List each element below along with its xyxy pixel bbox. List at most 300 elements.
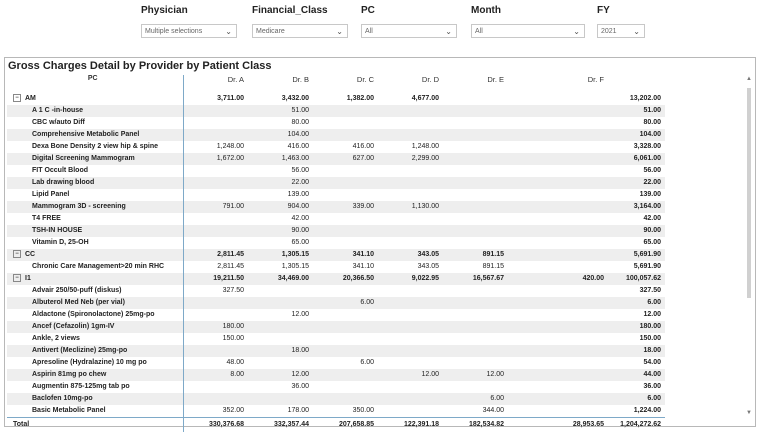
value-cell: 1,130.00 [378, 201, 443, 213]
value-cell [508, 105, 608, 117]
value-cell: 6.00 [360, 359, 374, 366]
value-cell [378, 285, 443, 297]
row-total-cell: 100,057.62 [608, 273, 665, 285]
vertical-scrollbar[interactable] [746, 76, 752, 416]
row-label-text: Baclofen 10mg-po [32, 395, 93, 402]
row-total-cell: 12.00 [643, 311, 661, 318]
value-cell [508, 201, 608, 213]
row-label-text: Aspirin 81mg po chew [32, 371, 107, 378]
row-total-cell: 51.00 [608, 105, 665, 117]
column-header[interactable]: Dr. C [356, 75, 374, 84]
row-label [7, 189, 183, 201]
chevron-down-icon: ⌄ [336, 27, 343, 36]
row-label-text: T4 FREE [32, 215, 61, 222]
value-cell [508, 129, 608, 141]
row-total-cell: 6.00 [608, 393, 665, 405]
value-cell: 416.00 [352, 143, 374, 150]
row-total-cell: 5,691.90 [633, 263, 661, 270]
value-cell [183, 237, 248, 249]
value-cell [508, 225, 608, 237]
value-cell: 891.15 [482, 263, 504, 270]
value-cell [443, 381, 508, 393]
value-cell: 150.00 [222, 335, 244, 342]
value-cell [378, 405, 443, 418]
value-cell: 2,299.00 [378, 153, 443, 165]
value-cell [508, 249, 608, 261]
row-total-cell: 44.00 [608, 369, 665, 381]
value-cell: 327.50 [222, 287, 244, 294]
value-cell [443, 225, 508, 237]
table-row [7, 213, 665, 225]
value-cell [313, 117, 378, 129]
value-cell [313, 177, 378, 189]
collapse-minus-icon[interactable]: − [13, 274, 21, 282]
row-label [7, 225, 183, 237]
value-cell [443, 285, 508, 297]
value-cell [508, 165, 608, 177]
value-cell: 1,305.15 [248, 249, 313, 261]
value-cell [183, 177, 248, 189]
slicer-title: Month [471, 5, 501, 16]
row-label [7, 117, 183, 129]
table-row [7, 393, 665, 405]
value-cell: 791.00 [183, 201, 248, 213]
value-cell: 36.00 [291, 383, 309, 390]
value-cell [443, 189, 508, 201]
group-row [7, 273, 665, 285]
row-label [7, 213, 183, 225]
row-total-cell: 139.00 [639, 191, 661, 198]
row-label [7, 321, 183, 333]
value-cell [508, 357, 608, 369]
value-cell: 20,366.50 [313, 273, 378, 285]
table-row [7, 201, 665, 213]
value-cell [378, 165, 443, 177]
value-cell [508, 333, 608, 345]
value-cell [183, 309, 248, 321]
value-cell: 4,677.00 [411, 95, 439, 102]
physician-dropdown[interactable] [141, 24, 237, 38]
total-cell: 122,391.18 [378, 418, 443, 432]
table-row [7, 405, 665, 418]
value-cell: 90.00 [248, 225, 313, 237]
value-cell [508, 285, 608, 297]
row-total-cell: 18.00 [608, 345, 665, 357]
value-cell [443, 129, 508, 141]
row-label-text: TSH-IN HOUSE [32, 227, 83, 234]
pc-dropdown[interactable] [361, 24, 457, 38]
column-header-pc[interactable]: PC [7, 75, 183, 93]
row-label [7, 129, 183, 141]
row-label-text: Comprehensive Metabolic Panel [32, 131, 140, 138]
value-cell: 1,248.00 [216, 143, 244, 150]
row-label [7, 105, 183, 117]
value-cell [443, 321, 508, 333]
table-row [7, 237, 665, 249]
value-cell [508, 177, 608, 189]
value-cell [508, 405, 608, 418]
value-cell [508, 345, 608, 357]
total-cell: 28,953.65 [508, 418, 608, 432]
value-cell [508, 261, 608, 273]
financial-class-dropdown[interactable] [252, 24, 348, 38]
row-label-text: Basic Metabolic Panel [32, 407, 106, 414]
row-total-cell: 54.00 [643, 359, 661, 366]
slicer-title: Financial_Class [252, 5, 328, 16]
slicer-value: Multiple selections [145, 28, 203, 35]
value-cell [183, 213, 248, 225]
value-cell: 6.00 [443, 393, 508, 405]
value-cell [443, 153, 508, 165]
row-total-cell: 3,328.00 [633, 143, 661, 150]
row-total-cell: 13,202.00 [629, 95, 661, 102]
table-row [7, 285, 665, 297]
table-row [7, 177, 665, 189]
table-row [7, 309, 665, 321]
value-cell [313, 333, 378, 345]
scroll-down-icon[interactable]: ▼ [746, 410, 752, 416]
value-cell [508, 141, 608, 153]
value-cell [443, 165, 508, 177]
row-total-cell: 3,164.00 [608, 201, 665, 213]
row-label-text: CBC w/auto Diff [32, 119, 85, 126]
value-cell: 1,463.00 [248, 153, 313, 165]
value-cell [183, 381, 248, 393]
row-total-cell: 65.00 [643, 239, 661, 246]
table-row [7, 105, 665, 117]
value-cell: 341.10 [313, 249, 378, 261]
slicer-fy [597, 4, 645, 38]
row-label-text: CC [25, 251, 36, 258]
value-cell: 180.00 [183, 321, 248, 333]
total-label: Total [7, 418, 183, 432]
value-cell [443, 177, 508, 189]
value-cell [508, 153, 608, 165]
value-cell [248, 357, 313, 369]
value-cell: 12.00 [291, 311, 309, 318]
chevron-down-icon: ⌄ [225, 27, 232, 36]
row-label-text: A 1 C -in-house [32, 107, 84, 114]
value-cell [443, 141, 508, 153]
row-label [7, 381, 183, 393]
value-cell [248, 333, 313, 345]
row-label-text: Mammogram 3D - screening [32, 203, 126, 210]
value-cell: 48.00 [226, 359, 244, 366]
row-label-text: Augmentin 875-125mg tab po [32, 383, 130, 390]
row-label-text: Albuterol Med Neb (per vial) [32, 299, 125, 306]
chevron-down-icon: ⌄ [573, 27, 580, 36]
value-cell [378, 393, 443, 405]
row-total-cell: 36.00 [643, 383, 661, 390]
value-cell [313, 393, 378, 405]
total-cell: 330,376.68 [183, 418, 248, 432]
row-label-text: Antivert (Meclizine) 25mg-po [32, 347, 128, 354]
value-cell: 891.15 [443, 249, 508, 261]
value-cell [443, 333, 508, 345]
value-cell: 8.00 [183, 369, 248, 381]
value-cell: 1,305.15 [281, 263, 309, 270]
slicer-physician [141, 4, 237, 38]
slicer-value: Medicare [256, 28, 285, 35]
group-row [7, 249, 665, 261]
row-label-text: Lipid Panel [32, 191, 70, 198]
collapse-minus-icon[interactable]: − [13, 250, 21, 258]
column-header[interactable]: Dr. F [587, 75, 604, 84]
value-cell [378, 297, 443, 309]
value-cell [313, 321, 378, 333]
column-header[interactable]: Dr. B [292, 75, 309, 84]
value-cell [508, 189, 608, 201]
row-total-cell: 5,691.90 [608, 249, 665, 261]
value-cell [183, 105, 248, 117]
value-cell [443, 297, 508, 309]
row-label [7, 237, 183, 249]
value-cell [508, 309, 608, 321]
row-label [7, 393, 183, 405]
value-cell: 16,567.67 [443, 273, 508, 285]
value-cell [313, 105, 378, 117]
value-cell [508, 393, 608, 405]
column-header[interactable] [608, 75, 665, 93]
value-cell: 1,248.00 [411, 143, 439, 150]
value-cell [443, 237, 508, 249]
row-total-cell: 42.00 [643, 215, 661, 222]
table-row [7, 129, 665, 141]
row-label-text: Ancef (Cefazolin) 1gm-IV [32, 323, 115, 330]
value-cell [183, 189, 248, 201]
value-cell: 56.00 [291, 167, 309, 174]
value-cell: 19,211.50 [183, 273, 248, 285]
value-cell [443, 213, 508, 225]
table-row [7, 153, 665, 165]
row-label [7, 357, 183, 369]
row-label-text: Chronic Care Management>20 min RHC [32, 263, 165, 270]
collapse-minus-icon[interactable]: − [13, 94, 21, 102]
total-cell: 332,357.44 [248, 418, 313, 432]
row-label-text: AM [25, 95, 36, 102]
scroll-up-icon[interactable]: ▲ [746, 76, 752, 82]
value-cell [508, 237, 608, 249]
value-cell [183, 165, 248, 177]
slicer-value: All [365, 28, 373, 35]
table-row [7, 369, 665, 381]
value-cell [183, 117, 248, 129]
row-label-text: Advair 250/50-puff (diskus) [32, 287, 122, 294]
value-cell [508, 369, 608, 381]
row-label-text: Vitamin D, 25-OH [32, 239, 89, 246]
row-label-text: FIT Occult Blood [32, 167, 88, 174]
value-cell [378, 333, 443, 345]
matrix-body [7, 93, 665, 418]
row-total-cell: 56.00 [643, 167, 661, 174]
value-cell [443, 309, 508, 321]
row-label[interactable] [7, 273, 183, 285]
value-cell [508, 93, 608, 105]
value-cell: 420.00 [508, 273, 608, 285]
slicer-bar [0, 0, 768, 48]
table-row [7, 321, 665, 333]
value-cell [378, 105, 443, 117]
total-cell: 207,658.85 [313, 418, 378, 432]
value-cell: 339.00 [313, 201, 378, 213]
row-total-cell: 80.00 [643, 119, 661, 126]
value-cell [443, 357, 508, 369]
value-cell: 343.05 [417, 263, 439, 270]
matrix-visual [4, 57, 756, 427]
value-cell [248, 285, 313, 297]
value-cell [378, 129, 443, 141]
row-label [7, 297, 183, 309]
value-cell: 12.00 [248, 369, 313, 381]
row-label-text: Dexa Bone Density 2 view hip & spine [32, 143, 159, 150]
row-total-cell: 6,061.00 [608, 153, 665, 165]
value-cell [313, 369, 378, 381]
row-label [7, 261, 183, 273]
value-cell [443, 93, 508, 105]
row-label[interactable] [7, 249, 183, 261]
row-label-text: Ankle, 2 views [32, 335, 80, 342]
value-cell: 6.00 [313, 297, 378, 309]
slicer-value: 2021 [601, 28, 617, 35]
value-cell [248, 321, 313, 333]
header-row [7, 75, 665, 93]
value-cell [313, 381, 378, 393]
value-cell [183, 393, 248, 405]
table-row [7, 357, 665, 369]
table-row [7, 141, 665, 153]
value-cell [248, 297, 313, 309]
value-cell: 9,022.95 [378, 273, 443, 285]
table-row [7, 297, 665, 309]
total-cell: 182,534.82 [443, 418, 508, 432]
value-cell [313, 345, 378, 357]
row-label [7, 153, 183, 165]
gross-charges-matrix [7, 75, 665, 432]
row-label-text: Lab drawing blood [32, 179, 95, 186]
total-row [7, 418, 665, 432]
value-cell [183, 345, 248, 357]
group-row [7, 93, 665, 105]
value-cell: 3,432.00 [281, 95, 309, 102]
table-row [7, 165, 665, 177]
row-label-text: Apresoline (Hydralazine) 10 mg po [32, 359, 147, 366]
value-cell [313, 309, 378, 321]
value-cell [313, 213, 378, 225]
value-cell: 343.05 [378, 249, 443, 261]
month-dropdown[interactable] [471, 24, 585, 38]
value-cell: 2,811.45 [183, 249, 248, 261]
value-cell: 416.00 [287, 143, 309, 150]
value-cell: 344.00 [482, 407, 504, 414]
value-cell: 352.00 [222, 407, 244, 414]
value-cell [378, 309, 443, 321]
value-cell: 22.00 [248, 177, 313, 189]
row-label-text: Digital Screening Mammogram [32, 155, 135, 162]
row-label [7, 333, 183, 345]
row-label [7, 141, 183, 153]
value-cell [378, 357, 443, 369]
table-row [7, 381, 665, 393]
chevron-down-icon: ⌄ [633, 27, 640, 36]
value-cell: 350.00 [352, 407, 374, 414]
column-header[interactable]: Dr. E [487, 75, 504, 84]
row-label [7, 369, 183, 381]
value-cell [508, 297, 608, 309]
table-row [7, 189, 665, 201]
value-cell: 80.00 [291, 119, 309, 126]
slicer-value: All [475, 28, 483, 35]
value-cell [378, 225, 443, 237]
row-total-cell: 150.00 [639, 335, 661, 342]
row-total-cell: 327.50 [639, 287, 661, 294]
value-cell: 18.00 [248, 345, 313, 357]
value-cell: 1,672.00 [183, 153, 248, 165]
row-label [7, 309, 183, 321]
value-cell [183, 129, 248, 141]
value-cell: 34,469.00 [248, 273, 313, 285]
table-row [7, 345, 665, 357]
value-cell: 3,711.00 [217, 95, 244, 102]
value-cell [443, 345, 508, 357]
row-total-cell: 90.00 [608, 225, 665, 237]
row-label [7, 201, 183, 213]
fy-dropdown[interactable] [597, 24, 645, 38]
visual-title: Gross Charges Detail by Provider by Patient Class [8, 60, 272, 72]
value-cell [378, 381, 443, 393]
value-cell [508, 213, 608, 225]
value-cell: 178.00 [287, 407, 309, 414]
value-cell [183, 225, 248, 237]
row-total-cell: 6.00 [608, 297, 665, 309]
row-total-cell: 180.00 [608, 321, 665, 333]
value-cell [378, 117, 443, 129]
value-cell [508, 117, 608, 129]
table-row [7, 117, 665, 129]
row-label [7, 285, 183, 297]
total-cell: 1,204,272.62 [608, 418, 665, 432]
row-label-text: I1 [25, 275, 31, 282]
row-label [7, 345, 183, 357]
value-cell [183, 297, 248, 309]
column-header[interactable]: Dr. A [227, 75, 244, 84]
value-cell [443, 105, 508, 117]
value-cell [313, 237, 378, 249]
value-cell: 12.00 [378, 369, 443, 381]
value-cell: 341.10 [352, 263, 374, 270]
slicer-pc [361, 4, 457, 38]
value-cell: 65.00 [291, 239, 309, 246]
row-label [7, 165, 183, 177]
value-cell [313, 225, 378, 237]
scrollbar-thumb[interactable] [747, 88, 751, 298]
value-cell [378, 177, 443, 189]
value-cell [313, 189, 378, 201]
value-cell [378, 345, 443, 357]
slicer-month [471, 4, 585, 38]
chevron-down-icon: ⌄ [445, 27, 452, 36]
table-row [7, 225, 665, 237]
column-header[interactable]: Dr. D [421, 75, 439, 84]
table-row [7, 333, 665, 345]
value-cell: 1,382.00 [346, 95, 374, 102]
row-label[interactable] [7, 93, 183, 105]
value-cell [313, 285, 378, 297]
value-cell [378, 213, 443, 225]
table-row [7, 261, 665, 273]
row-label-text: Aldactone (Spironolactone) 25mg-po [32, 311, 155, 318]
slicer-title: FY [597, 5, 610, 16]
slicer-title: Physician [141, 5, 188, 16]
